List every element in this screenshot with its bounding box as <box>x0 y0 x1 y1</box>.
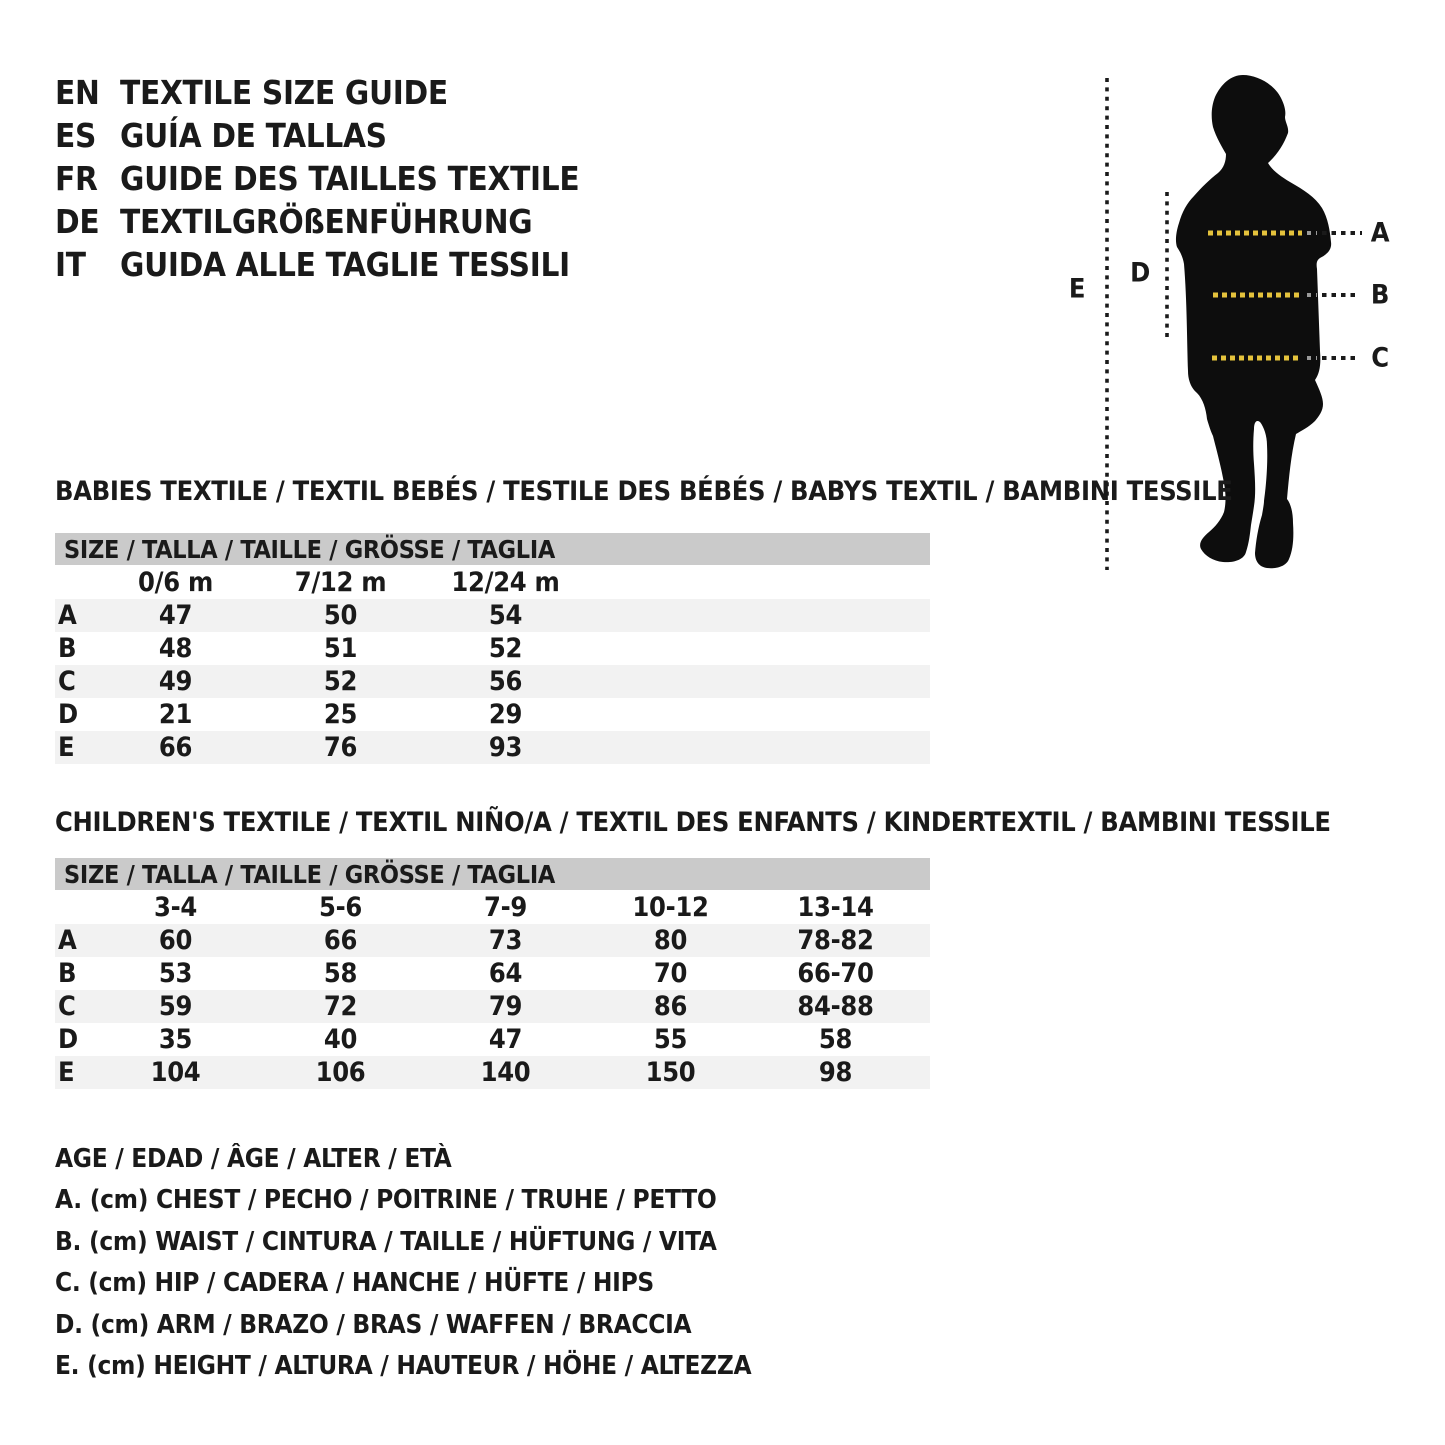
legend-line: A. (cm) CHEST / PECHO / POITRINE / TRUHE / PETTO <box>55 1185 717 1216</box>
table-cell: 93 <box>488 732 523 763</box>
column-header: 7/12 m <box>294 567 387 598</box>
table-cell: 47 <box>158 600 193 631</box>
label-chest-a: A <box>1370 217 1390 249</box>
language-row <box>55 114 579 157</box>
label-arm-d: D <box>1130 257 1150 289</box>
table-row <box>55 990 930 1023</box>
table-cell: 86 <box>653 991 688 1022</box>
table-cell: 80 <box>653 925 688 956</box>
child-measurement-figure <box>1060 60 1420 600</box>
label-waist-b: B <box>1370 279 1390 311</box>
size-header-bar: SIZE / TALLA / TAILLE / GRÖSSE / TAGLIA <box>55 858 930 890</box>
children-size-table <box>55 858 930 1089</box>
guide-title: TEXTILGRÖßENFÜHRUNG <box>120 202 533 241</box>
row-label: B <box>58 958 77 989</box>
legend-line: D. (cm) ARM / BRAZO / BRAS / WAFFEN / BRACCIA <box>55 1309 692 1340</box>
table-cell: 84-88 <box>797 991 874 1022</box>
language-code: IT <box>55 245 86 284</box>
column-header: 12/24 m <box>451 567 560 598</box>
table-cell: 66 <box>323 925 358 956</box>
table-cell: 53 <box>158 958 193 989</box>
label-hip-c: C <box>1371 342 1389 374</box>
column-header-row <box>55 565 930 599</box>
row-label-spacer <box>55 890 93 924</box>
language-row <box>55 243 579 286</box>
table-cell: 50 <box>323 600 358 631</box>
label-height-e: E <box>1068 273 1086 305</box>
column-header: 7-9 <box>484 892 527 923</box>
table-row <box>55 599 930 632</box>
guide-title: GUÍA DE TALLAS <box>120 116 387 155</box>
table-cell: 56 <box>488 666 523 697</box>
table-cell: 51 <box>323 633 358 664</box>
measurement-legend <box>55 1139 751 1387</box>
babies-size-table <box>55 533 930 764</box>
table-cell: 66-70 <box>797 958 874 989</box>
column-header: 10-12 <box>632 892 709 923</box>
table-row <box>55 665 930 698</box>
column-header: 3-4 <box>154 892 197 923</box>
table-cell: 48 <box>158 633 193 664</box>
row-label: E <box>58 732 75 763</box>
table-cell: 106 <box>315 1057 366 1088</box>
guide-title: TEXTILE SIZE GUIDE <box>120 73 448 112</box>
legend-line: C. (cm) HIP / CADERA / HANCHE / HÜFTE / HIPS <box>55 1268 654 1299</box>
guide-title: GUIDA ALLE TAGLIE TESSILI <box>120 245 570 284</box>
row-label: B <box>58 633 77 664</box>
table-cell: 52 <box>323 666 358 697</box>
table-cell: 40 <box>323 1024 358 1055</box>
language-row <box>55 157 579 200</box>
table-cell: 76 <box>323 732 358 763</box>
language-code: EN <box>55 73 100 112</box>
table-cell: 79 <box>488 991 523 1022</box>
babies-section-title: BABIES TEXTILE / TEXTIL BEBÉS / TESTILE DES BÉBÉS / BABYS TEXTIL / BAMBINI TESSILE <box>55 476 1233 507</box>
table-row <box>55 1056 930 1089</box>
language-code: ES <box>55 116 97 155</box>
table-cell: 66 <box>158 732 193 763</box>
table-row <box>55 731 930 764</box>
row-label: D <box>58 1024 78 1055</box>
column-header-row <box>55 890 930 924</box>
table-cell: 70 <box>653 958 688 989</box>
table-cell: 21 <box>158 699 193 730</box>
row-label: D <box>58 699 78 730</box>
table-cell: 25 <box>323 699 358 730</box>
guide-title: GUIDE DES TAILLES TEXTILE <box>120 159 580 198</box>
legend-line: E. (cm) HEIGHT / ALTURA / HAUTEUR / HÖHE / ALTEZZA <box>55 1351 752 1382</box>
table-row <box>55 632 930 665</box>
table-cell: 52 <box>488 633 523 664</box>
table-row <box>55 698 930 731</box>
legend-line: B. (cm) WAIST / CINTURA / TAILLE / HÜFTUNG / VITA <box>55 1226 717 1257</box>
table-row <box>55 957 930 990</box>
table-row <box>55 1023 930 1056</box>
legend-line: AGE / EDAD / ÂGE / ALTER / ETÀ <box>55 1144 452 1174</box>
table-cell: 98 <box>818 1057 853 1088</box>
row-label: E <box>58 1057 75 1088</box>
row-label: A <box>58 600 77 631</box>
table-cell: 104 <box>150 1057 201 1088</box>
table-cell: 29 <box>488 699 523 730</box>
language-code: FR <box>55 159 98 198</box>
table-cell: 58 <box>323 958 358 989</box>
table-row <box>55 924 930 957</box>
table-cell: 64 <box>488 958 523 989</box>
column-header: 13-14 <box>797 892 874 923</box>
children-section-title: CHILDREN'S TEXTILE / TEXTIL NIÑO/A / TEXTIL DES ENFANTS / KINDERTEXTIL / BAMBINI TESSILE <box>55 807 1331 838</box>
table-cell: 54 <box>488 600 523 631</box>
table-cell: 150 <box>645 1057 696 1088</box>
row-label: C <box>58 666 76 697</box>
language-title-block <box>55 71 579 286</box>
table-cell: 72 <box>323 991 358 1022</box>
column-header: 0/6 m <box>138 567 213 598</box>
table-cell: 47 <box>488 1024 523 1055</box>
column-header: 5-6 <box>319 892 362 923</box>
language-code: DE <box>55 202 100 241</box>
table-cell: 55 <box>653 1024 688 1055</box>
row-label: A <box>58 925 77 956</box>
table-cell: 78-82 <box>797 925 874 956</box>
table-cell: 58 <box>818 1024 853 1055</box>
row-label: C <box>58 991 76 1022</box>
table-cell: 35 <box>158 1024 193 1055</box>
table-cell: 59 <box>158 991 193 1022</box>
row-label-spacer <box>55 565 93 599</box>
language-row <box>55 71 579 114</box>
table-cell: 140 <box>480 1057 531 1088</box>
table-cell: 49 <box>158 666 193 697</box>
size-header-bar: SIZE / TALLA / TAILLE / GRÖSSE / TAGLIA <box>55 533 930 565</box>
language-row <box>55 200 579 243</box>
table-cell: 73 <box>488 925 523 956</box>
table-cell: 60 <box>158 925 193 956</box>
